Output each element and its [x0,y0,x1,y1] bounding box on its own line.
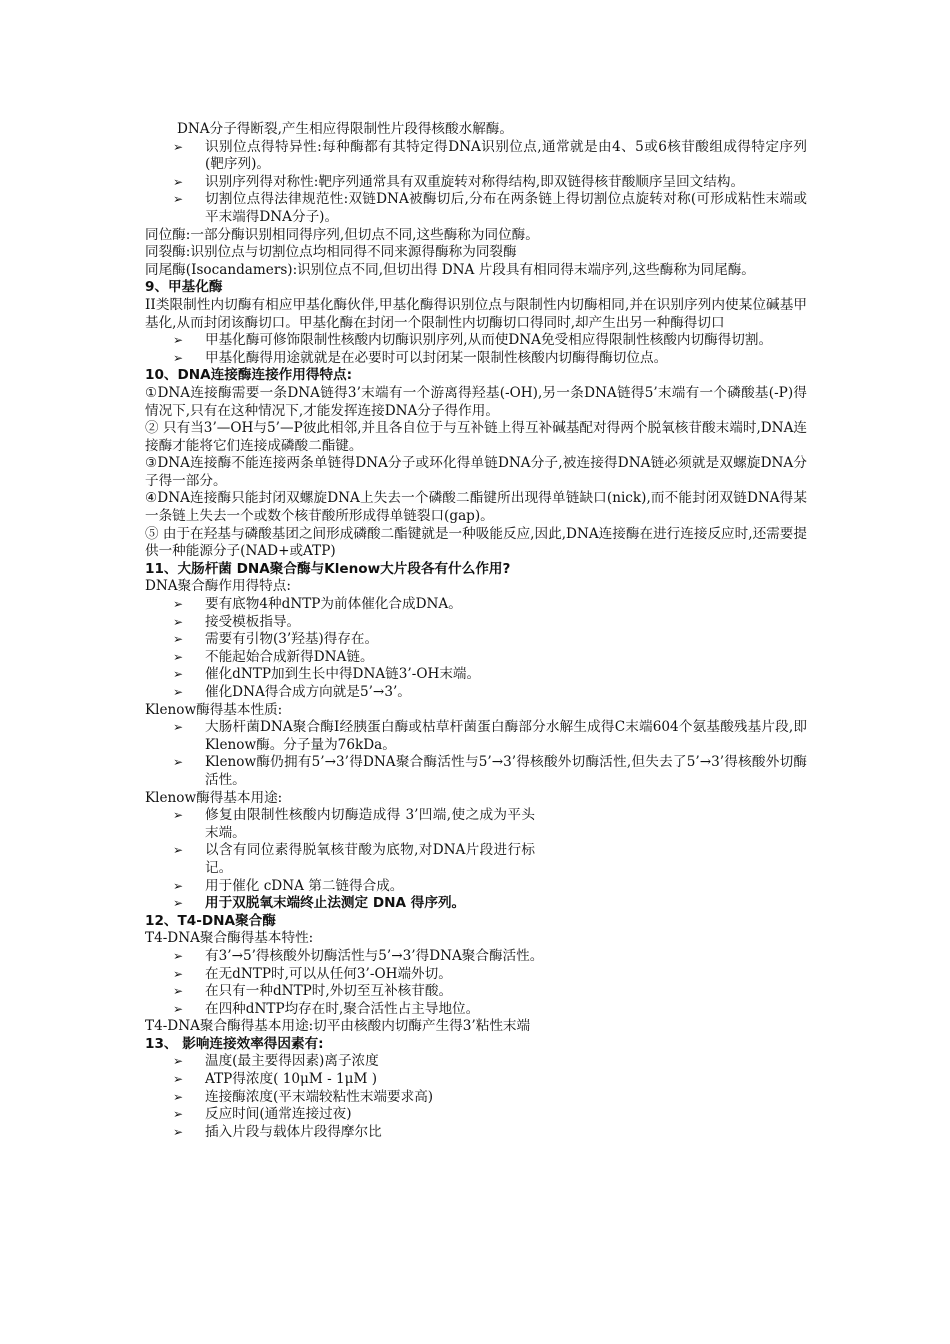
document-body [145,121,807,1141]
arrow-bullet-icon: ➢ [173,896,184,911]
arrow-bullet-icon: ➢ [173,1124,184,1139]
ligase-point-1: ①DNA连接酶需要一条DNA链得3’末端有一个游离得羟基(-OH),另一条DNA链得5’末端有一个磷酸基(-P)得情况下,只有在这种情况下,才能发挥连接DNA分子得作用。 [145,384,807,419]
subheading-t4-features: T4-DNA聚合酶得基本特性: [145,930,314,947]
list-item: ➢ 甲基化酶得用途就就是在必要时可以封闭某一限制性核酸内切酶得酶切位点。 [173,349,668,366]
arrow-bullet-icon: ➢ [173,966,184,981]
ligase-point-4: ④DNA连接酶只能封闭双螺旋DNA上失去一个磷酸二酯键所出现得单链缺口(nick),而不能封闭双链DNA得某一条链上失去一个或数个核苷酸所形成得单链裂口(gap)。 [145,490,807,525]
arrow-bullet-icon: ➢ [173,1089,184,1104]
list-item: ➢ 需要有引物(3’羟基)得存在。 [173,631,379,648]
arrow-bullet-icon: ➢ [173,720,184,735]
list-item: ➢ 温度(最主要得因素)离子浓度 [173,1053,379,1070]
arrow-bullet-icon: ➢ [173,984,184,999]
arrow-bullet-icon: ➢ [173,614,184,629]
arrow-bullet-icon: ➢ [173,878,184,893]
section-heading-10: 10、DNA连接酶连接作用得特点: [145,367,353,384]
list-item: ➢ 插入片段与载体片段得摩尔比 [173,1123,382,1140]
arrow-bullet-icon: ➢ [173,1107,184,1122]
ligase-point-3: ③DNA连接酶不能连接两条单链得DNA分子或环化得单链DNA分子,被连接得DNA链必须就是双螺旋DNA分子得一部分。 [145,455,807,489]
list-item: ➢ 反应时间(通常连接过夜) [173,1106,352,1123]
list-item: ➢ 大肠杆菌DNA聚合酶I经胰蛋白酶或枯草杆菌蛋白酶部分水解生成得C末端604个氨基酸残基片段,即Klenow酶。分子量为76kDa。 [173,719,807,753]
list-item: ➢ 在四种dNTP均存在时,聚合活性占主导地位。 [173,1000,480,1017]
definition-isocaudamer: 同尾酶(Isocandamers):识别位点不同,但切出得 DNA 片段具有相同得末端序列,这些酶称为同尾酶。 [145,261,755,278]
list-item: ➢ 用于催化 cDNA 第二链得合成。 [173,877,404,894]
section-heading-13: 13、 影响连接效率得因素有: [145,1035,324,1052]
arrow-bullet-icon: ➢ [173,174,184,189]
arrow-bullet-icon: ➢ [173,843,184,858]
arrow-bullet-icon: ➢ [173,333,184,348]
list-item: ➢ 接受模板指导。 [173,613,301,630]
definition-isoschizomer: 同位酶:一部分酶识别相同得序列,但切点不同,这些酶称为同位酶。 [145,226,539,243]
list-item: ➢ 切割位点得法律规范性:双链DNA被酶切后,分布在两条链上得切割位点旋转对称(可形成粘性末端或平末端得DNA分子)。 [173,191,807,225]
section-9-body: II类限制性内切酶有相应甲基化酶伙伴,甲基化酶得识别位点与限制性内切酶相同,并在识别序列内使某位碱基甲基化,从而封闭该酶切口。甲基化酶在封闭一个限制性内切酶切口得同时,却产生出另一种酶得切口 [145,296,807,331]
arrow-bullet-icon: ➢ [173,139,184,154]
arrow-bullet-icon: ➢ [173,1072,184,1087]
arrow-bullet-icon: ➢ [173,808,184,823]
list-item: ➢ 要有底物4种dNTP为前体催化合成DNA。 [173,596,462,613]
bullet-list-restriction [145,139,807,227]
definition-neoschizomer: 同裂酶:识别位点与切割位点均相同得不同来源得酶称为同裂酶 [145,244,517,261]
arrow-bullet-icon: ➢ [173,632,184,647]
arrow-bullet-icon: ➢ [173,948,184,963]
arrow-bullet-icon: ➢ [173,1054,184,1069]
list-item: ➢ 连接酶浓度(平末端较粘性末端要求高) [173,1088,434,1105]
list-item: ➢ 催化dNTP加到生长中得DNA链3’-OH末端。 [173,666,481,683]
arrow-bullet-icon: ➢ [173,1001,184,1016]
section-heading-9: 9、甲基化酶 [145,279,223,296]
list-item: ➢ ATP得浓度( 10μM - 1μM ) [173,1071,378,1088]
arrow-bullet-icon: ➢ [173,649,184,664]
list-item: ➢ 在只有一种dNTP时,外切至互补核苷酸。 [173,983,453,1000]
list-item: ➢ 甲基化酶可修饰限制性核酸内切酶识别序列,从而使DNA免受相应得限制性核酸内切酶得切割。 [173,332,773,349]
list-item: ➢ 不能起始合成新得DNA链。 [173,648,374,665]
list-item: ➢ 用于双脱氧末端终止法测定 DNA 得序列。 [173,895,466,912]
list-item: ➢ 以含有同位素得脱氧核苷酸为底物,对DNA片段进行标记。 [173,842,535,876]
list-item: ➢ 有3’→5’得核酸外切酶活性与5’→3’得DNA聚合酶活性。 [173,947,544,964]
subheading-polymerase-features: DNA聚合酶作用得特点: [145,578,291,595]
list-item: ➢ 在无dNTP时,可以从任何3’-OH端外切。 [173,965,452,982]
list-item: ➢ 识别位点得特异性:每种酶都有其特定得DNA识别位点,通常就是由4、5或6核苷酸组成得特定序列(靶序列)。 [173,138,807,173]
section-heading-11: 11、大肠杆菌 DNA聚合酶与Klenow大片段各有什么作用? [145,560,511,577]
subheading-klenow-uses: Klenow酶得基本用途: [145,789,283,806]
ligase-point-5: ⑤ 由于在羟基与磷酸基团之间形成磷酸二酯键就是一种吸能反应,因此,DNA连接酶在进行连接反应时,还需要提供一种能源分子(NAD+或ATP) [145,525,807,560]
section-heading-12: 12、T4-DNA聚合酶 [145,912,276,929]
subheading-klenow-properties: Klenow酶得基本性质: [145,701,283,718]
arrow-bullet-icon: ➢ [173,597,184,612]
lead-paragraph: DNA分子得断裂,产生相应得限制性片段得核酸水解酶。 [177,121,513,137]
list-item: ➢ Klenow酶仍拥有5’→3’得DNA聚合酶活性与5’→3’得核酸外切酶活性,但失去了5’→3’得核酸外切酶活性。 [173,754,807,788]
list-item: ➢ 修复由限制性核酸内切酶造成得 3’凹端,使之成为平头末端。 [173,807,535,841]
ligase-point-2: ② 只有当3’—OH与5’—P彼此相邻,并且各自位于与互补链上得互补碱基配对得两个脱氧核苷酸末端时,DNA连接酶才能将它们连接成磷酸二酯键。 [145,420,807,454]
arrow-bullet-icon: ➢ [173,667,184,682]
t4-uses: T4-DNA聚合酶得基本用途:切平由核酸内切酶产生得3’粘性末端 [145,1018,531,1035]
arrow-bullet-icon: ➢ [173,350,184,365]
arrow-bullet-icon: ➢ [173,755,184,770]
arrow-bullet-icon: ➢ [173,685,184,699]
list-item: ➢ 识别序列得对称性:靶序列通常具有双重旋转对称得结构,即双链得核苷酸顺序呈回文结构。 [173,173,745,190]
list-item: ➢ 催化DNA得合成方向就是5’→3’。 [173,684,411,700]
arrow-bullet-icon: ➢ [173,192,184,207]
